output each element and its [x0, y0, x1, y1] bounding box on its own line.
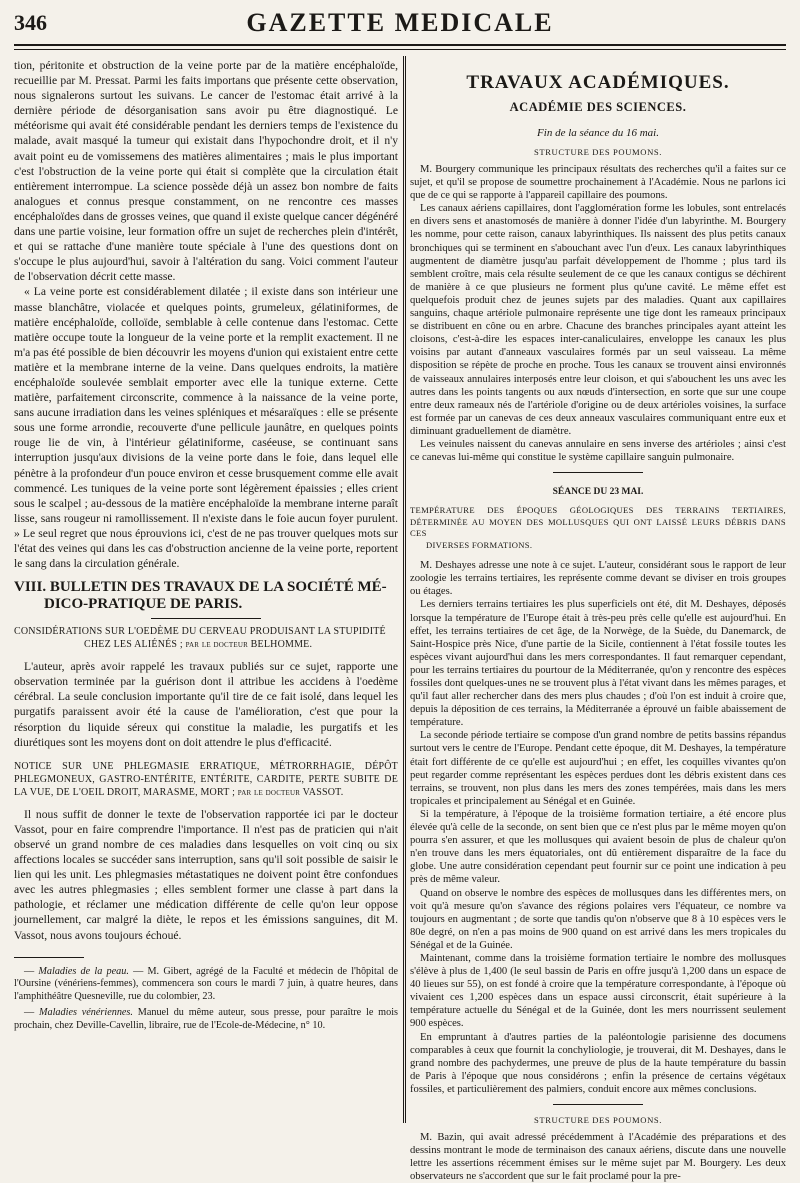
article-heading-vassot: NOTICE SUR UNE PHLEGMASIE ERRATIQUE, MÉTRORRHAGIE, DÉPÔT PHLEGMONEUX, GASTRO-ENTÉRITE, ENTÉRITE, CARDITE, PERTE SUBITE DE LA VUE, DE L'OEIL DROIT, MARASME, MORT ; par le docteur VASSOT.	[14, 760, 398, 798]
paragraph: Si la température, à l'époque de la troisième formation tertiaire, a été encore plus élevée qu'à celle de la seconde, on sent bien que ce n'est plus par le même moyen qu'on pourra s'en assurer, et que les mollusques qui avaient besoin de plus de chaleur qu'on n'en trouve dans les mers équatoriales, ont dû entièrement disparaître de la face du globe. Une autre considération cependant peut fournir sur ce point une indication à peu près de même valeur.	[410, 808, 786, 886]
paragraph-continued: tion, péritonite et obstruction de la veine porte par de la matière encéphaloïde, recueillie par M. Pressat. Parmi les faits importans que présente cette observation, nous signalerons surtout les suivans. Le cancer de l'estomac était arrivé à la dernière période de désorganisation sans avoir pu être diagnostiqué. Le météorisme qui avait été considérable pendant les derniers temps de l'existence du malade, avait masqué la tumeur qui existait dans l'hypochondre droit, et il n'y avait point eu de vomissemens des matières alimentaires ; mais le plus important c'est l'obstruction de la veine porte qui était si complète que la circulation était entièrement interrompue. La science possède déjà un assez bon nombre de faits analogues et connus presque constamment, on ne rencontre ces masses encéphaloïdes dans de grosses veines, que quand il existe quelque cancer dégénéré dans une partie voisine, leur formation offre un sujet de recherches plein d'intérêt, et qui se rattache d'une manière toute spéciale à l'une des questions dont on s'occupe le plus aujourd'hui, savoir à l'altération du sang. Voici comment l'auteur de l'observation décrit cette masse.	[14, 59, 398, 284]
section-subtitle: ACADÉMIE DES SCIENCES.	[509, 100, 687, 114]
bulletin-title-line2: DICO-PRATIQUE DE PARIS.	[44, 596, 243, 613]
paragraph-belhomme: L'auteur, après avoir rappelé les travaux publiés sur ce sujet, rapporte une observation terminée par la guérison dont il attribue les accidens à l'oedème cérébral. La seule conclusion importante qu'il tire de ce fait isolé, dans lequel les purgatifs paraissent avoir été la cause de l'amélioration, c'est que pour la résorption du liquide séreux qui constitue la maladie, les purgatifs et les diurétiques sont les moyens dont on doit attendre le plus d'efficacité.	[14, 660, 398, 749]
article-heading-oedeme	[14, 625, 398, 651]
subsection-heading-line2: DIVERSES FORMATIONS.	[426, 539, 533, 550]
page-header	[14, 8, 786, 46]
note-title: Maladies de la peau.	[38, 965, 129, 977]
paragraph: M. Bourgery communique les principaux résultats des recherches qu'il a faites sur ce sujet, et qu'il se propose de soumettre prochainement à l'Académie. Nous ne parlons ici que de ce qui se rapporte à l'appareil capillaire des poumons.	[410, 164, 786, 202]
notes-rule	[14, 957, 84, 958]
section-rule	[151, 618, 261, 619]
paragraph: M. Deshayes adresse une note à ce sujet. L'auteur, considérant sous le rapport de leur zoologie les terrains tertiaires, les représente comme devant se diviser en trois groupes ou étages.	[410, 560, 786, 598]
section-rule	[553, 472, 643, 473]
article-heading-line1: CONSIDÉRATIONS SUR L'OEDÈME DU CERVEAU PRODUISANT LA STUPIDITÉ	[14, 626, 386, 638]
section-rule	[553, 1104, 643, 1105]
paragraph: Maintenant, comme dans la troisième formation tertiaire le nombre des mollusques s'élève à plus de 1,400 (le seul bassin de Paris en offre jusqu'à 1,200 dans un espace de 40 lieues sur 55), on est fondé à croire que la température correspondante, à l'époque où vivaient ces 1,200 espèces dans un espace aussi circonscrit, était supérieure à la température actuelle du Sénégal et de la Guinée, dont les mers nourrissent seulement 900 espèces.	[410, 952, 786, 1030]
paragraph: Les veinules naissent du canevas annulaire en sens inverse des artérioles ; ainsi c'est ce canevas lui-même qui constitue le système capillaire sanguin pulmonaire.	[410, 438, 786, 464]
subsection-heading: STRUCTURE DES POUMONS.	[533, 147, 663, 157]
page-number: 346	[14, 10, 47, 35]
paragraph: En empruntant à d'autres parties de la paléontologie parisienne des documens comparables à ceux que fournit la conchyliologie, je trouverai, dit M. Deshayes, dans le grand nombre des pachydermes, une preuve de plus de la haute température du bassin de Paris à l'époque que nous considérons ; enfin la présence de certains végétaux fossiles, et particulièrement des palmiers, conduit encore aux mêmes conclusions.	[410, 1031, 786, 1095]
paragraph-vassot: Il nous suffit de donner le texte de l'observation rapportée ici par le docteur Vassot, pour en faire comprendre l'importance. Il n'est pas de praticien qui n'ait observé un grand nombre de ces maladies dans lesquelles on voit cinq ou six affections locales se succéder sans interruption, sans qu'il soit possible de saisir le lien qui les unit. Les phlegmasies métastatiques ne doivent point être confondues avec les autres phlegmasies ; elles semblent former une classe à part dans la pathologie, et réclamer une médication différente de celle qu'on leur oppose journellement, car malgré la diète, le repos et les émissions sanguines, dit M. Vassot, nous avons toujours échoué.	[14, 807, 398, 942]
note-text: Manuel du même auteur, sous presse, pour paraître le mois prochain, chez Deville-Cavellin, libraire, rue de l'Ecole-de-Médecine, n° 10.	[14, 1006, 399, 1031]
right-column	[410, 58, 786, 1183]
note-title: Maladies vénériennes.	[39, 1006, 133, 1018]
section-title: TRAVAUX ACADÉMIQUES.	[466, 72, 730, 93]
subsection-heading-long	[410, 505, 786, 551]
subsection-heading-line1: TEMPÉRATURE DES ÉPOQUES GÉOLOGIQUES DES TERRAINS TERTIAIRES, DÉTERMINÉE AU MOYEN DES MOLLUSQUES QUI ONT LAISSÉ LEURS DÉBRIS DANS CES	[410, 505, 786, 539]
subsection-heading: STRUCTURE DES POUMONS.	[533, 1115, 663, 1125]
header-rule	[14, 49, 786, 50]
newspaper-page	[14, 8, 786, 1183]
paragraph-quote: « La veine porte est considérablement dilatée ; il existe dans son intérieur une masse blanchâtre, violacée et quelques points, grumeleux, gélatiniformes, de matière encéphaloïde, colloïde, semblable à celle contenue dans l'estomac. Cette matière occupe toute la longueur de la veine porte et la remplit exactement. Il ne m'a pas été possible de bien découvrir les moyens d'union qui existaient entre cette matière et la membrane interne de la veine. Dans quelques endroits, la matière encéphaloïde soulevée semblait emporter avec elle la tunique externe. Cette matière, parfaitement circonscrite, commence à la naissance de la veine porte, sans aucune irradiation dans les veines spléniques et mésaraïques : elle se présente sous une forme arrondie, recouverte d'une pellicule jaunâtre, en quelques points rouge lie de vin, à l'intérieur gélatiniforme, caséeuse, se continuant sans interruption jusqu'aux divisions de la veine porte dans le foie, dans lequel elle pénètre à la profondeur d'un pouce environ et cesse brusquement comme elle avait commencé. Les tuniques de la veine porte sont légèrement épaissies ; elles crient sous le scalpel ; au-dessous de la matière encéphaloïde la membrane interne paraît lisse, sans rougeur ni ramollissement. Il n'existe dans le foie aucun foyer purulent. » Le seul regret que nous éprouvions ici, c'est de ne pas trouver quelques mots sur l'état des veines qui dans les cas d'obstruction ancienne de la veine porte, reportent le sang dans la circulation générale.	[14, 285, 398, 571]
note-maladies-peau: — Maladies de la peau. — M. Gibert, agrégé de la Faculté et médecin de l'hôpital de l'Oursine (vénériens-femmes), commencera son cours le mardi 7 juin, à quatre heures, dans l'amphithéâtre Quesneville, rue du colombier, 23.	[14, 965, 399, 1003]
paragraph: Quand on observe le nombre des espèces de mollusques dans les différentes mers, on voit qu'à mesure qu'on s'avance des régions polaires vers l'équateur, ce nombre va toujours en augmentant ; de sorte que tandis qu'on n'observe que 8 à 10 espèces vers le 80e degré, on n'en a pas moins de 900 quand on est arrivé dans les mers tropicales du Sénégal et de la Guinée.	[410, 887, 786, 951]
bulletin-title-line1: VIII. BULLETIN DES TRAVAUX DE LA SOCIÉTÉ MÉ-	[14, 579, 387, 596]
bulletin-title	[14, 579, 398, 613]
paragraph: M. Bazin, qui avait adressé précédemment à l'Académie des préparations et des dessins montrant le mode de terminaison des canaux aériens, discute dans une nouvelle lettre les assertions récemment émises sur le même sujet par M. Bourgery. Les deux observateurs ne s'accordent que sur le fait proclamé pour la pre-	[410, 1132, 786, 1183]
journal-title: GAZETTE MEDICALE	[246, 8, 554, 37]
paragraph: Les derniers terrains tertiaires les plus superficiels ont été, dit M. Deshayes, déposés lorsque la température de l'Europe était à très-peu près celle qu'elle est aujourd'hui. En effet, les terrains tertiaires de cet âge, de la Norwège, de la Suède, du Danemarck, de Saint-Hospice près Nice, d'une partie de la Sicile, contiennent à l'état fossile toutes les espèces vivant aujourd'hui dans les mers correspondantes. Il faut remarquer cependant, pour les terrains tertiaires du pourtour de la Méditerranée, qu'on y rencontre des espèces fossiles dont quelques-unes ne se trouvent plus à l'état vivant dans les mêmes parages, et qu'il faut aller rechercher dans des mers plus chaudes ; d'où l'on est induit à croire que, depuis la déposition de ces terrains, la Méditerranée a éprouvé un faible abaissement de température.	[410, 599, 786, 729]
note-text: — M. Gibert, agrégé de la Faculté et médecin de l'hôpital de l'Oursine (vénériens-femmes), commencera son cours le mardi 7 juin, à quatre heures, dans l'amphithéâtre Quesneville, rue du colombier, 23.	[14, 965, 399, 1003]
paragraph: Les canaux aériens capillaires, dont l'agglomération forme les lobules, sont entrelacés en divers sens et anastomosés de manière à donner l'idée d'un labyrinthe. M. Bourgery les nomme, pour cette raison, canaux labyrinthiques. Ils naissent des plus petits canaux bronchiques qui se terminent en s'abouchant avec l'un d'eux. Les canaux labyrinthiques augmentent de diamètre jusqu'au parfait développement de l'homme ; plus tard ils semblent croître, mais cela résulte seulement de ce que les canaux contigus se déchirent de manière à ce que plusieurs ne forment plus qu'une cavité. Le même effet est quelquefois produit chez de jeunes sujets par des maladies. Quant aux capillaires sanguins, chaque artériole pulmonaire représente une tige dont les rameaux principaux se distribuent en cône ou en arbre. Chacune des branches principales ayant atteint les cloisons, c'est-à-dire les espaces inter-canaliculaires, enveloppe les canaux les plus voisins par autant d'anneaux vasculaires formés par un seul vaisseau. La même disposition se répète de proche en proche. Tous les canaux se trouvent ainsi environnés de vaisseaux annulaires interposés entre leur cloison, et qui s'abouchent les uns avec les autres dans les points tangents ou aux nœuds d'intersection, en sorte que sur une coupe entre deux rameaux nés de l'artériole d'origine ou de deux artérioles voisines, la surface est formée par un canevas de ces deux anneaux vasculaires communiquant entre eux et diminuant graduellement de diamètre.	[410, 203, 786, 437]
left-column	[14, 58, 398, 1033]
note-maladies-veneriennes: — Maladies vénériennes. Manuel du même auteur, sous presse, pour paraître le mois prochain, chez Deville-Cavellin, libraire, rue de l'Ecole-de-Médecine, n° 10.	[14, 1006, 399, 1031]
column-divider	[403, 56, 406, 1123]
paragraph: La seconde période tertiaire se compose d'un grand nombre de petits bassins répandus surtout vers le centre de l'Europe. Pendant cette époque, dit M. Deshayes, la température était fort différente de ce qu'elle est aujourd'hui ; en effet, les coquilles vivantes qu'on peut regarder comme représentant les espèces perdues dont les débris existent dans ces terrains, se trouvent, non plus dans les mers des zones tempérées, mais dans les mers tropicales et principalement au Sénégal et en Guinée.	[410, 730, 786, 807]
article-heading-line2: CHEZ LES ALIÉNÉS ; par le docteur BELHOMME.	[84, 639, 313, 651]
session-date: Fin de la séance du 16 mai.	[537, 127, 659, 139]
session-heading: SÉANCE DU 23 MAI.	[552, 487, 644, 498]
